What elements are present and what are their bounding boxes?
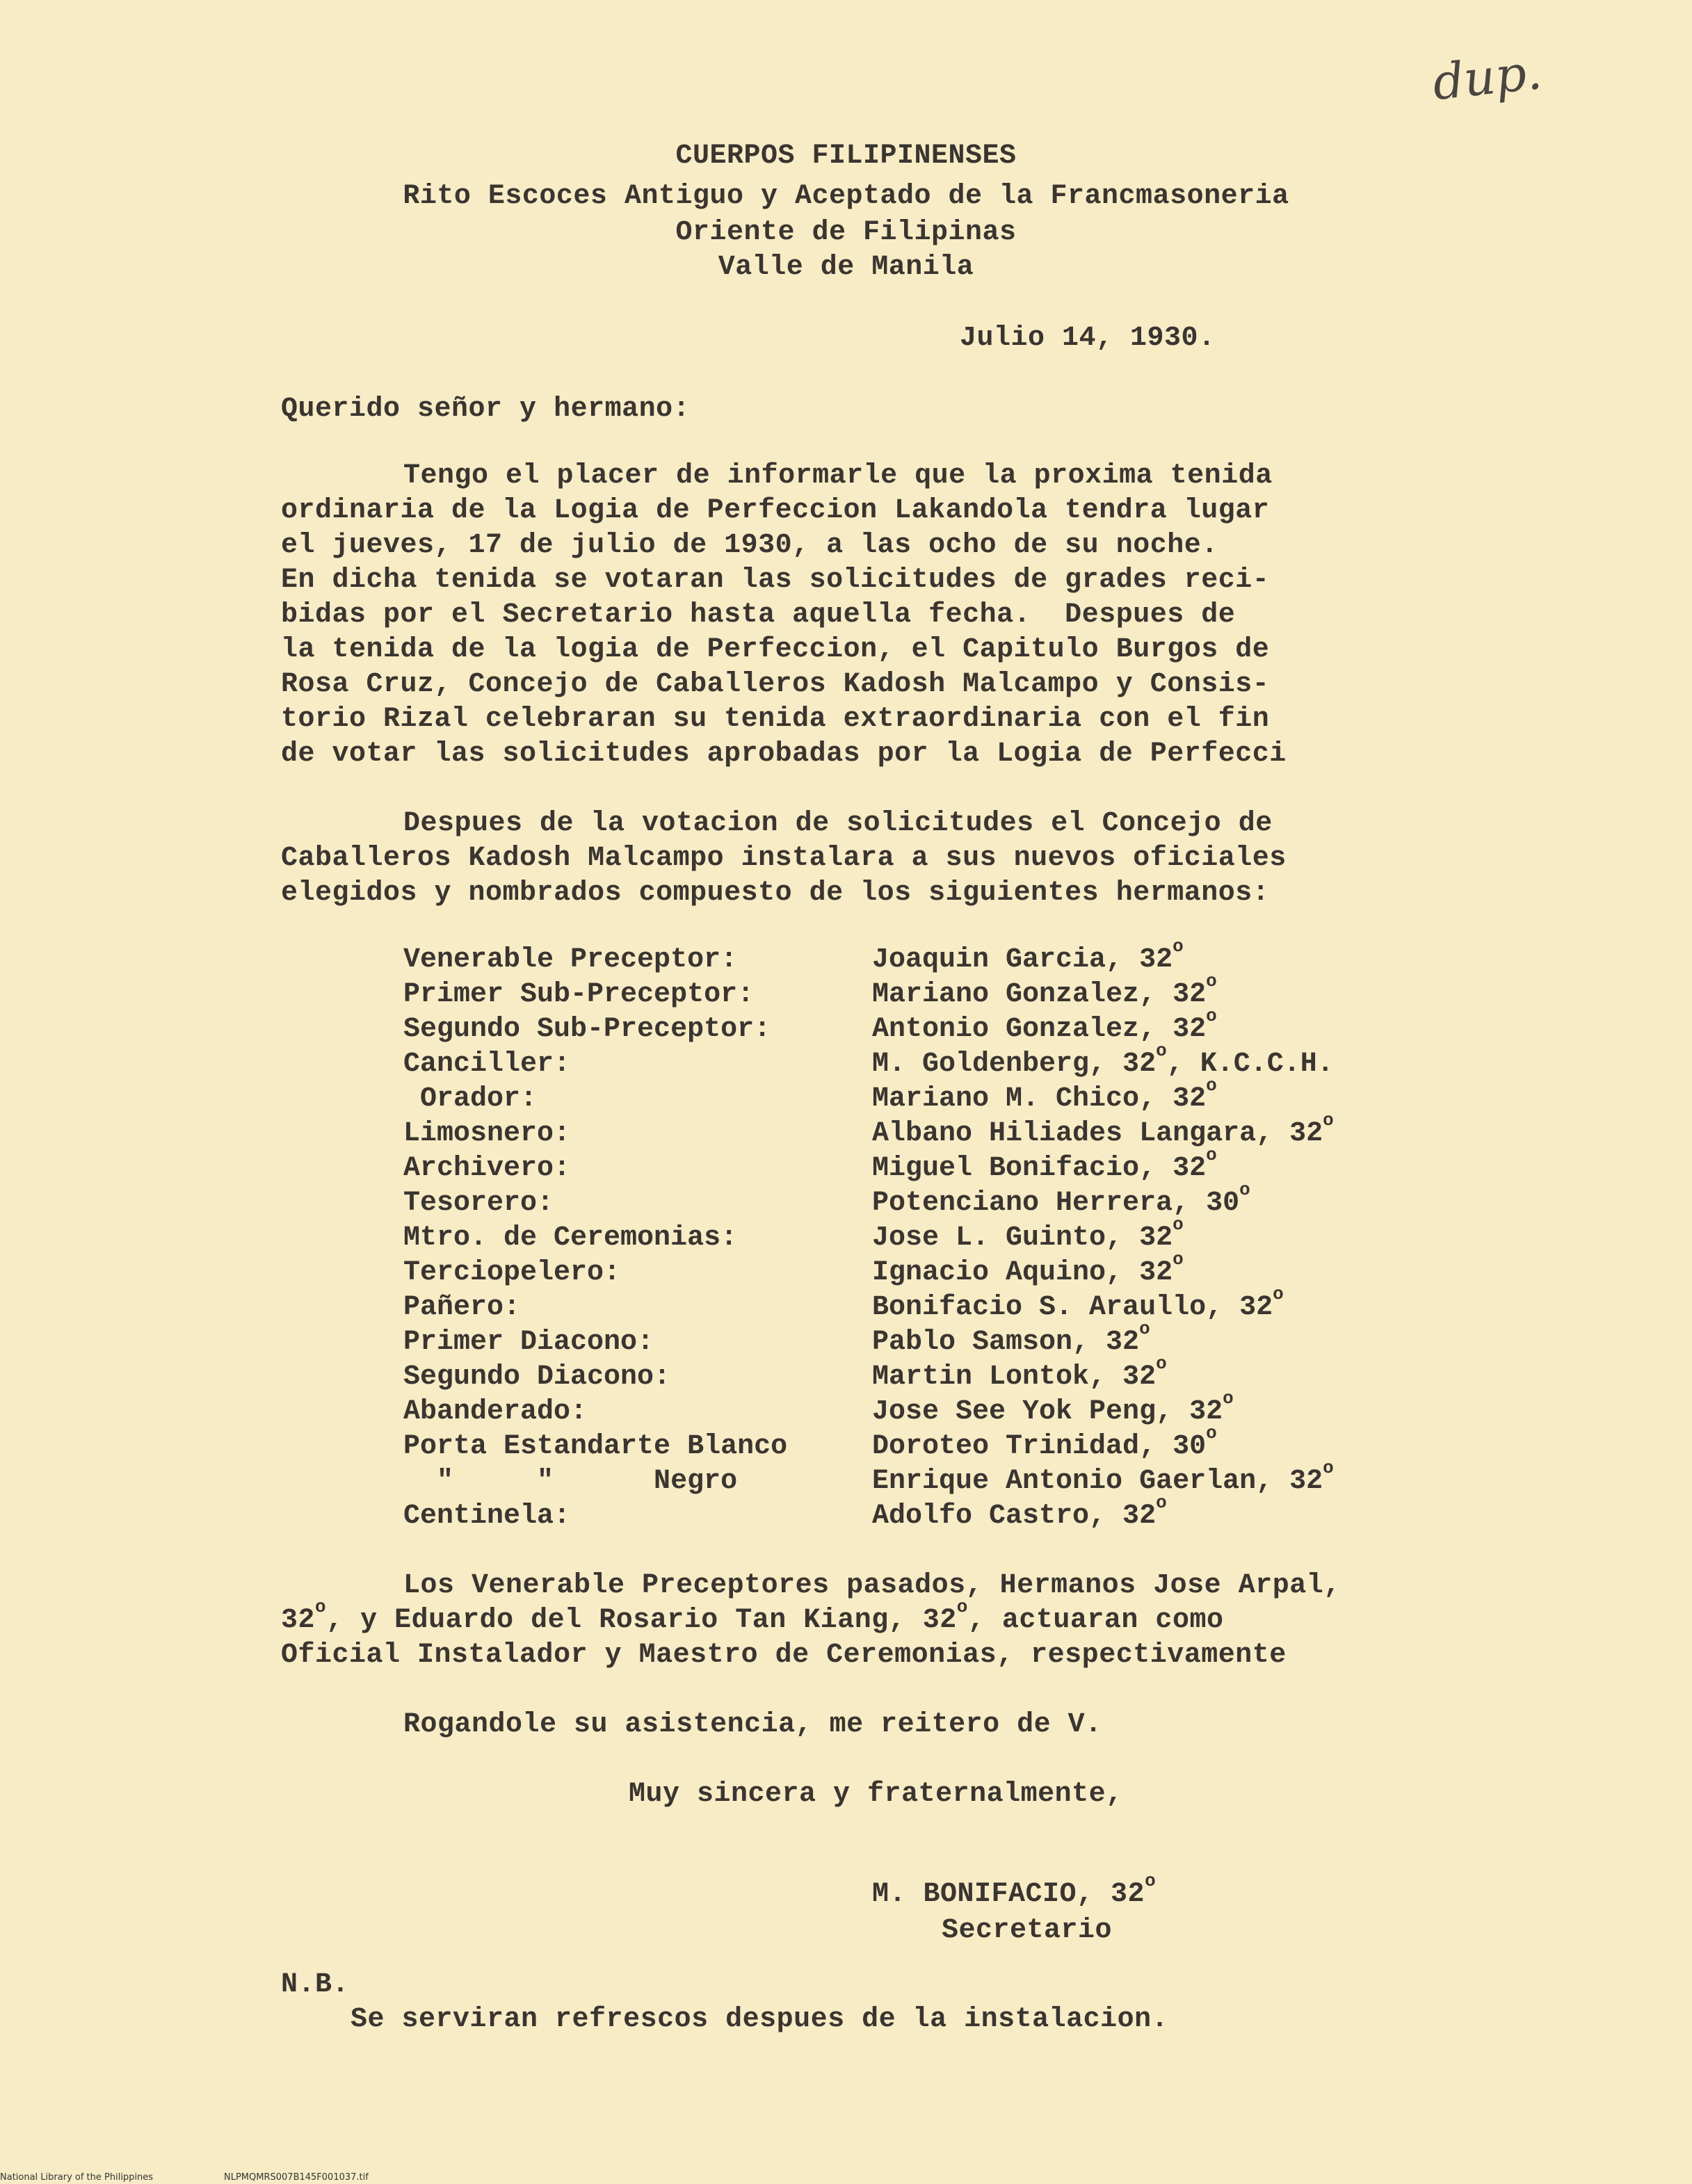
officer-role: Segundo Sub-Preceptor: <box>403 1014 771 1045</box>
paragraph-line: Los Venerable Preceptores pasados, Hermanos Jose Arpal, <box>403 1570 1341 1601</box>
paragraph-line: bidas por el Secretario hasta aquella fecha. Despues de <box>281 599 1236 631</box>
officer-name: Albano Hiliades Langara, 32$^o$ <box>872 1110 1334 1149</box>
paragraph-line: Caballeros Kadosh Malcampo instalara a sus nuevos oficiales <box>281 843 1287 874</box>
officer-role: Pañero: <box>403 1292 521 1323</box>
header-valley: Valle de Manila <box>718 252 974 283</box>
officer-name: Mariano Gonzalez, 32$^o$ <box>872 971 1217 1010</box>
paragraph-line: torio Rizal celebraran su tenida extraordinaria con el fin <box>281 704 1270 735</box>
closing-salutation: Muy sincera y fraternalmente, <box>629 1779 1123 1810</box>
officer-role: Segundo Diacono: <box>403 1361 671 1393</box>
officer-role: Primer Diacono: <box>403 1327 654 1358</box>
paragraph-line: Rosa Cruz, Concejo de Caballeros Kadosh Malcampo y Consis- <box>281 669 1270 700</box>
officer-name: Pablo Samson, 32$^o$ <box>872 1318 1150 1358</box>
officer-role: Limosnero: <box>403 1118 571 1149</box>
officer-name: Bonifacio S. Araullo, 32$^o$ <box>872 1284 1284 1323</box>
officer-role: Centinela: <box>403 1501 571 1532</box>
signature-title: Secretario <box>942 1915 1113 1946</box>
nb-text: Se serviran refrescos despues de la instalacion. <box>351 2004 1169 2035</box>
footer-library: National Library of the Philippines <box>0 2172 154 2183</box>
officer-role: Archivero: <box>403 1153 571 1184</box>
paragraph-line: Despues de la votacion de solicitudes el Concejo de <box>403 808 1273 839</box>
paragraph-line: Tengo el placer de informarle que la proxima tenida <box>403 460 1273 492</box>
officer-role: Terciopelero: <box>403 1257 621 1288</box>
footer-filename: NLPMQMRS007B145F001037.tif <box>224 2172 369 2183</box>
paragraph-line: En dicha tenida se votaran las solicitudes de grades reci- <box>281 565 1270 596</box>
paragraph-line: ordinaria de la Logia de Perfeccion Lakandola tendra lugar <box>281 495 1270 526</box>
salutation: Querido señor y hermano: <box>281 394 691 425</box>
paragraph-line: Oficial Instalador y Maestro de Ceremonias, respectivamente <box>281 1640 1287 1671</box>
officer-role: Mtro. de Ceremonias: <box>403 1222 738 1254</box>
nb-label: N.B. <box>281 1969 350 2000</box>
paragraph-line: de votar las solicitudes aprobadas por la Logia de Perfecci <box>281 738 1287 770</box>
header-orient: Oriente de Filipinas <box>675 217 1017 248</box>
officer-name: Adolfo Castro, 32$^o$ <box>872 1492 1167 1532</box>
officer-name: M. Goldenberg, 32$^o$, K.C.C.H. <box>872 1040 1334 1080</box>
paragraph-line: la tenida de la logia de Perfeccion, el Capitulo Burgos de <box>281 634 1270 665</box>
letter-date: Julio 14, 1930. <box>960 323 1216 354</box>
officer-name: Antonio Gonzalez, 32$^o$ <box>872 1005 1217 1045</box>
officer-role: Porta Estandarte Blanco <box>403 1431 788 1462</box>
closing-request: Rogandole su asistencia, me reitero de V. <box>403 1709 1102 1740</box>
officer-role: Tesorero: <box>403 1188 554 1219</box>
officer-role: Canciller: <box>403 1049 571 1080</box>
officer-role: Orador: <box>403 1083 538 1115</box>
officer-name: Martin Lontok, 32$^o$ <box>872 1353 1167 1393</box>
officer-role: Venerable Preceptor: <box>403 944 738 976</box>
officer-name: Mariano M. Chico, 32$^o$ <box>872 1075 1217 1115</box>
signature-name: M. BONIFACIO, 32$^o$ <box>872 1870 1157 1910</box>
officer-name: Enrique Antonio Gaerlan, 32$^o$ <box>872 1457 1334 1497</box>
paragraph-line: elegidos y nombrados compuesto de los siguientes hermanos: <box>281 877 1270 909</box>
officer-role: Abanderado: <box>403 1396 588 1427</box>
officer-name: Joaquin Garcia, 32$^o$ <box>872 936 1184 976</box>
officer-name: Doroteo Trinidad, 30$^o$ <box>872 1423 1217 1462</box>
paragraph-line: 32$^o$, y Eduardo del Rosario Tan Kiang, 32$^o$, actuaran como <box>281 1596 1224 1636</box>
header-rite: Rito Escoces Antiguo y Aceptado de la Francmasoneria <box>403 181 1289 212</box>
officer-name: Potenciano Herrera, 30$^o$ <box>872 1179 1250 1219</box>
officer-role: " " Negro <box>403 1466 738 1497</box>
header-organization: CUERPOS FILIPINENSES <box>675 140 1017 172</box>
officer-name: Jose See Yok Peng, 32$^o$ <box>872 1388 1234 1427</box>
officer-name: Ignacio Aquino, 32$^o$ <box>872 1249 1184 1288</box>
officer-name: Miguel Bonifacio, 32$^o$ <box>872 1144 1217 1184</box>
paragraph-line: el jueves, 17 de julio de 1930, a las ocho de su noche. <box>281 530 1218 561</box>
officer-role: Primer Sub-Preceptor: <box>403 979 755 1010</box>
handwritten-note: dup. <box>1430 43 1545 111</box>
officer-name: Jose L. Guinto, 32$^o$ <box>872 1214 1184 1254</box>
